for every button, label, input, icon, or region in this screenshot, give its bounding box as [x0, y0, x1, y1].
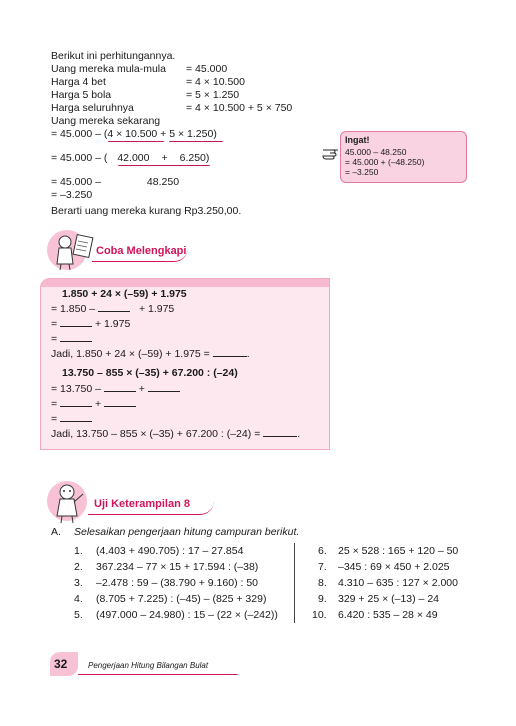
uji-num-3: 3. [74, 577, 83, 589]
uji-item-2: 367.234 – 77 × 15 + 17.594 : (–38) [96, 561, 259, 573]
line-part: = [51, 413, 58, 425]
uji-item-4: (8.705 + 7.225) : (–45) – (825 + 329) [96, 593, 267, 605]
intro-value-3: = 5 × 1.250 [186, 89, 240, 101]
uji-item-1: (4.403 + 490.705) : 17 – 27.854 [96, 545, 244, 557]
answer-blank[interactable] [104, 382, 136, 392]
answer-blank[interactable] [60, 317, 92, 327]
line-part: + 1.975 [94, 318, 131, 330]
coba-problem-2-line-3 [51, 412, 92, 425]
uji-item-9: 329 + 25 × (–13) – 24 [338, 593, 439, 605]
uji-num-8: 8. [318, 577, 327, 589]
calc-step-1-a: = 45.000 – ( [51, 128, 108, 140]
intro-label-1: Uang mereka mula-mula [51, 63, 166, 75]
coba-problem-2-expr: 13.750 – 855 × (–35) + 67.200 : (–24) [62, 367, 238, 379]
uji-section-letter: A. [51, 526, 61, 538]
calc-step-2-a: = 45.000 – ( [51, 152, 108, 164]
underline-bracket [169, 141, 223, 142]
line-part: = [51, 398, 58, 410]
answer-blank[interactable] [104, 397, 136, 407]
line-part: + 1.975 [138, 303, 175, 315]
coba-title: Coba Melengkapi [96, 245, 187, 257]
answer-blank[interactable] [148, 382, 180, 392]
uji-num-10: 10. [312, 609, 327, 621]
calc-step-2-c: + [161, 152, 168, 164]
uji-item-5: (497.000 – 24.980) : 15 – (22 × (–242)) [96, 609, 278, 621]
ingat-line-2: = 45.000 + (–48.250) [345, 157, 425, 167]
calc-step-1-d: 5 × 1.250 [169, 128, 214, 140]
intro-value-1: = 45.000 [186, 63, 228, 75]
intro-value-4: = 4 × 10.500 + 5 × 750 [186, 102, 293, 114]
ingat-line-1: 45.000 – 48.250 [345, 147, 407, 157]
calc-step-1 [51, 128, 217, 140]
intro-heading: Berikut ini perhitungannya. [51, 50, 176, 62]
uji-num-4: 4. [74, 593, 83, 605]
footer [50, 652, 250, 676]
calc-step-2-e: ) [205, 152, 210, 164]
uji-num-9: 9. [318, 593, 327, 605]
coba-mascot-icon [45, 228, 97, 275]
page-number-badge [50, 652, 78, 676]
coba-box-header-strip [41, 279, 329, 287]
coba-problem-2-line-2 [51, 397, 136, 410]
line-part: Jadi, 1.850 + 24 × (–59) + 1.975 = [51, 348, 210, 360]
intro-label-4: Harga seluruhnya [51, 102, 134, 114]
line-part: . [297, 428, 301, 440]
uji-mascot-icon [45, 478, 93, 527]
answer-blank[interactable] [98, 302, 130, 312]
underline-bracket [108, 141, 164, 142]
uji-title: Uji Keterampilan 8 [94, 498, 190, 510]
conclusion: Berarti uang mereka kurang Rp3.250,00. [51, 205, 242, 217]
calc-step-3 [51, 176, 179, 188]
answer-blank[interactable] [213, 347, 247, 357]
uji-num-2: 2. [74, 561, 83, 573]
ingat-box [340, 131, 467, 183]
line-part: Jadi, 13.750 – 855 × (–35) + 67.200 : (–24) = [51, 428, 261, 440]
calc-step-3-b: 48.250 [146, 176, 180, 188]
ingat-pointing-hand-icon [322, 146, 340, 163]
underline-bracket [118, 165, 210, 166]
coba-problem-1-line-2 [51, 317, 130, 330]
calc-step-1-c: + [157, 128, 170, 140]
calc-step-3-a: = 45.000 – [51, 176, 101, 188]
calc-step-2 [51, 152, 209, 164]
page-number: 32 [54, 657, 68, 671]
answer-blank[interactable] [60, 412, 92, 422]
line-part: = [51, 318, 58, 330]
coba-problem-1-expr: 1.850 + 24 × (–59) + 1.975 [62, 288, 187, 300]
calc-step-4: = –3.250 [51, 189, 93, 201]
uji-num-6: 6. [318, 545, 327, 557]
uji-item-6: 25 × 528 : 165 + 120 – 50 [338, 545, 459, 557]
uji-item-3: –2.478 : 59 – (38.790 + 9.160) : 50 [96, 577, 259, 589]
uji-title-banner [88, 496, 214, 515]
coba-problem-2-line-1 [51, 382, 180, 395]
line-part: + [94, 398, 102, 410]
uji-instruction: Selesaikan pengerjaan hitung campuran berikut. [74, 526, 300, 538]
line-part: . [246, 348, 250, 360]
answer-blank[interactable] [60, 332, 92, 342]
ingat-line-3: = –3.250 [345, 167, 379, 177]
calc-step-2-b: 42.000 [117, 152, 150, 164]
coba-problem-2-jadi [51, 427, 300, 440]
footer-underline [78, 674, 238, 675]
uji-num-1: 1. [74, 545, 83, 557]
line-part: = 1.850 – [51, 303, 96, 315]
uji-item-7: –345 : 69 × 450 + 2.025 [338, 561, 450, 573]
sekarang-label: Uang mereka sekarang [51, 115, 161, 127]
uji-num-5: 5. [74, 609, 83, 621]
footer-title: Pengerjaan Hitung Bilangan Bulat [88, 661, 209, 670]
calc-step-1-e: ) [213, 128, 217, 140]
uji-item-10: 6.420 : 535 – 28 × 49 [338, 609, 438, 621]
coba-problem-1-line-3 [51, 332, 92, 345]
intro-value-2: = 4 × 10.500 [186, 76, 245, 88]
answer-blank[interactable] [263, 427, 297, 437]
coba-title-banner [92, 243, 188, 262]
coba-problem-1-line-1 [51, 302, 174, 315]
coba-problem-1-jadi [51, 347, 250, 360]
line-part: + [138, 383, 145, 395]
calc-step-1-b: 4 × 10.500 [107, 128, 158, 140]
answer-blank[interactable] [60, 397, 92, 407]
uji-item-8: 4.310 – 635 : 127 × 2.000 [338, 577, 458, 589]
ingat-title: Ingat! [345, 135, 370, 145]
intro-label-2: Harga 4 bet [51, 76, 106, 88]
calc-step-2-d: 6.250 [179, 152, 206, 164]
line-part: = [51, 333, 58, 345]
column-divider [294, 543, 295, 623]
line-part: = 13.750 – [51, 383, 101, 395]
intro-label-3: Harga 5 bola [51, 89, 112, 101]
uji-num-7: 7. [318, 561, 327, 573]
